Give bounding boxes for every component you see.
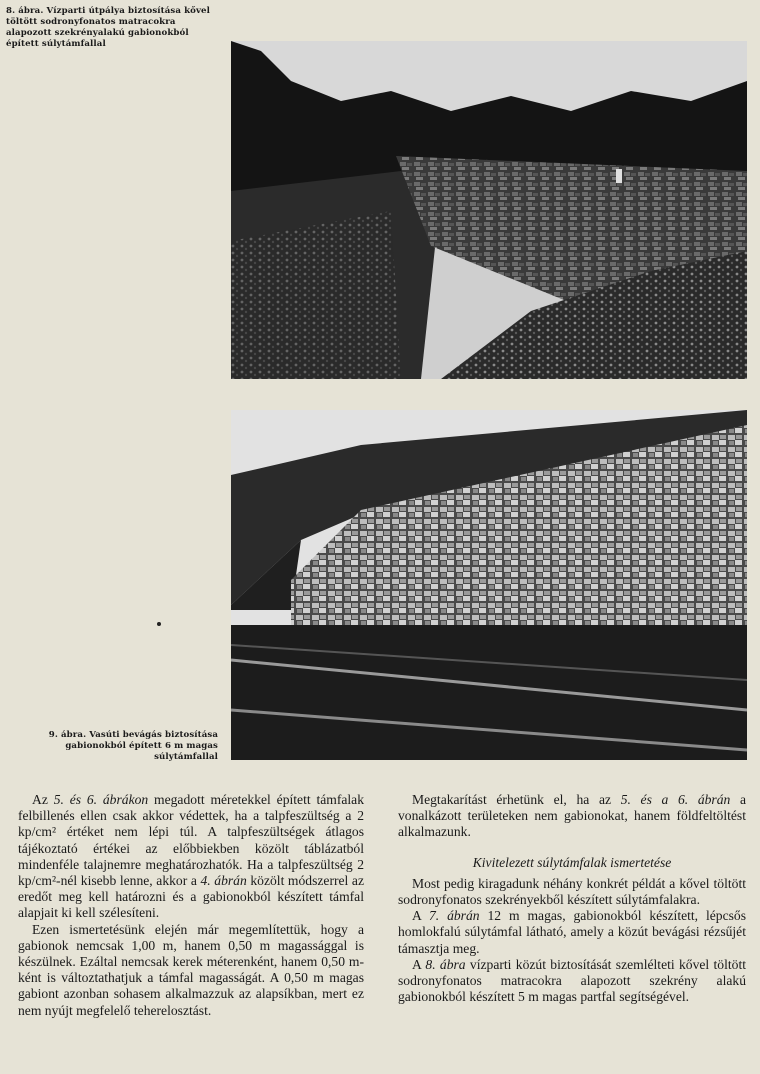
text-run: Megtakarítást érhetünk el, ha az [412, 792, 621, 807]
text-run: A [412, 908, 429, 924]
text-run: Az [32, 792, 54, 807]
figure-reference: 5. és a 6. ábrán [620, 792, 731, 807]
paragraph [18, 792, 364, 922]
section-heading: Kivitelezett súlytámfalak ismertetése [472, 854, 672, 870]
figure-reference: 8. ábra [425, 956, 466, 972]
text-run: közölt módszerrel az eredőt meg kell határozni és a gabionokból készített támfal alapjait ki kell szélesíteni. [18, 873, 364, 921]
figure-8-caption [6, 6, 218, 50]
text-run: a vonalkázott területeken nem gabionokat, hanem földfeltöltést alkalmazunk. [398, 792, 746, 840]
railway-cutting-gabion-wall-image [231, 410, 747, 760]
text-run: A [412, 956, 426, 972]
figure-8-number: 8. ábra. [6, 6, 44, 16]
paragraph [398, 957, 746, 1006]
figure-reference: 7. ábrán [428, 908, 480, 924]
paragraph [398, 792, 746, 841]
figure-9-number: 9. ábra. [48, 730, 87, 740]
left-text-column [18, 792, 364, 1019]
riverside-gabion-wall-image [231, 41, 747, 379]
figure-9-photo [231, 410, 747, 760]
paragraph [398, 908, 746, 957]
figure-reference: 5. és 6. ábrákon [53, 792, 149, 807]
figure-9-caption [20, 730, 218, 763]
text-run: 12 m magas, gabionokból készített, lépcsős homlokfalú súlytámfal látható, amely a közút bevágási rézsűjét támasztja meg. [398, 908, 747, 956]
stray-dot [157, 622, 161, 626]
right-text-column [398, 792, 746, 1005]
text-run: megadott méretekkel épített támfalak felbillenés ellen csak akkor védettek, ha a talpfeszültség a 2 kp/cm² értéket nem lépi túl. A talpfeszültségek átlagos tájékoztató értékei az előbbiekben közölt táblázatból mindenféle talajnemre meghatározhatók. Ha a talpfeszültség 2 kp/cm²-nél kisebb lenne, akkor a [18, 792, 365, 889]
paragraph: Ezen ismertetésünk elején már megemlítettük, hogy a gabionok nemcsak 1,00 m, hanem 0,50 m magassággal is készülnek. Ezáltal nemcsak kerek méterenként, hanem 0,50 m-ként is változtathatjuk a támfal magasságát. A 0,50 m magas gabiont azonban sohasem alkalmazzuk az alapsíkban, mert ez nem nyújt megfelelő teherelosztást. [18, 921, 364, 1018]
figure-8-photo [231, 41, 747, 379]
figure-reference: 4. ábrán [200, 873, 247, 889]
figure-9-caption-text: Vasúti bevágás biztosítása gabionokból épített 6 m magas súlytámfallal [65, 730, 218, 762]
text-run: vízparti közút biztosítását szemlélteti kővel töltött sodronyfonatos matracokra alapozott szekrény alakú gabionokból készített 5 m magas partfal segítségével. [398, 956, 746, 1005]
paragraph: Most pedig kiragadunk néhány konkrét példát a kővel töltött sodronyfonatos szekrényekből készített súlytámfalakra. [398, 875, 746, 908]
figure-8-caption-text: Vízparti útpálya biztosítása kővel töltött sodronyfonatos matracokra alapozott szekrényalakú gabionokból épített súlytámfallal [6, 6, 210, 49]
